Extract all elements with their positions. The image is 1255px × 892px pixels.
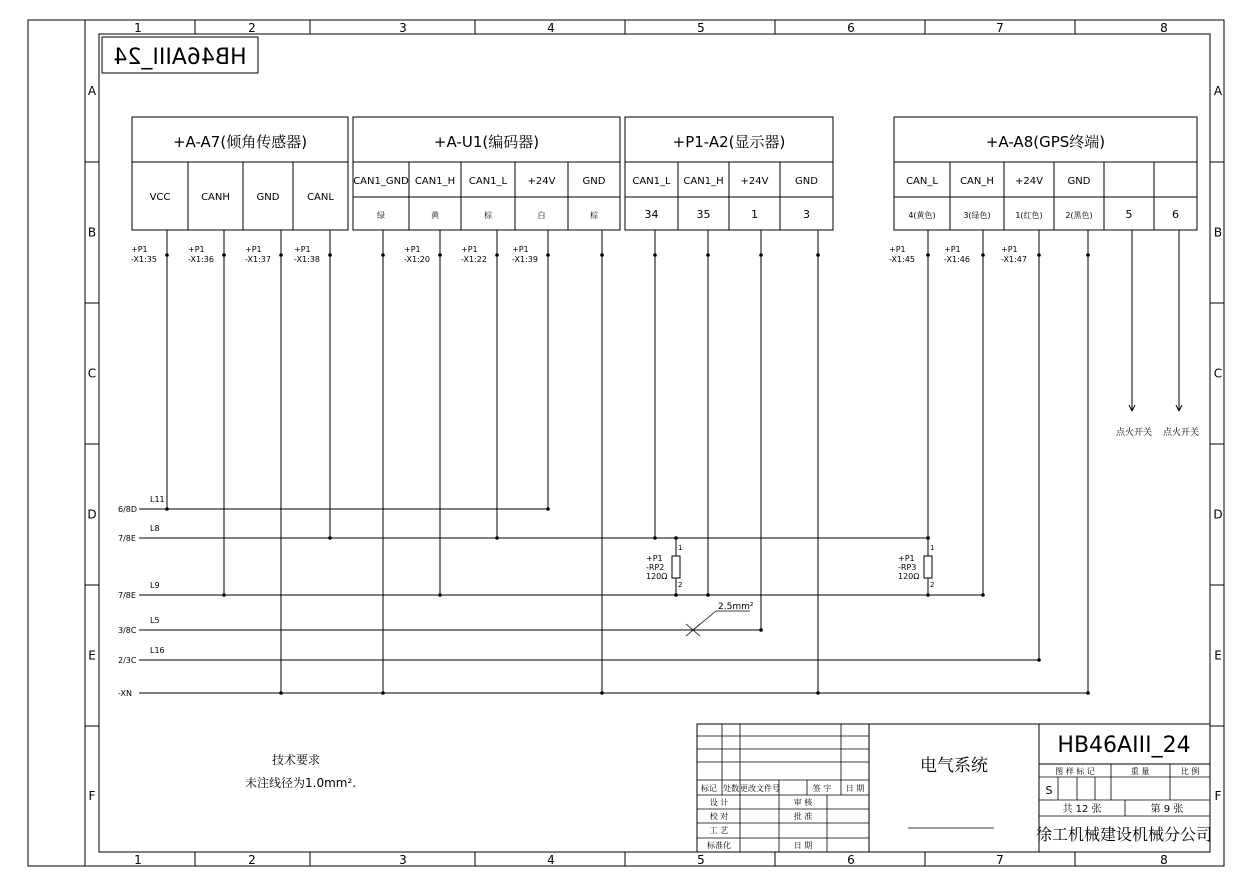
resistor-body bbox=[924, 556, 932, 578]
terminal-prefix: +P1 bbox=[944, 245, 961, 254]
bus-labels bbox=[118, 495, 165, 698]
pin-name: CAN1_H bbox=[414, 176, 456, 187]
resistor-pin1: 1 bbox=[678, 544, 683, 552]
resistor-value: 120Ω bbox=[646, 572, 668, 581]
sign-label: 批 准 bbox=[793, 812, 813, 821]
module-title: +A-A7(倾角传感器) bbox=[172, 133, 308, 151]
terminal-id: -X1:35 bbox=[131, 255, 157, 264]
junction-dot bbox=[926, 253, 930, 257]
wiring bbox=[139, 230, 1182, 695]
terminal-prefix: +P1 bbox=[188, 245, 205, 254]
module-title: +A-U1(编码器) bbox=[433, 133, 540, 151]
module-3 bbox=[625, 117, 833, 230]
zone-row-left-F: F bbox=[88, 789, 96, 803]
terminal-prefix: +P1 bbox=[1001, 245, 1018, 254]
resistor-pin2: 2 bbox=[678, 581, 683, 589]
junction-dot bbox=[600, 691, 604, 695]
pin-number: 2(黑色) bbox=[1065, 211, 1093, 220]
sign-label: 日 期 bbox=[793, 841, 813, 850]
bus-ref: 3/8C bbox=[118, 626, 137, 635]
pin-number: 34 bbox=[644, 208, 659, 221]
terminal-id: -X1:36 bbox=[188, 255, 214, 264]
module-4 bbox=[894, 117, 1197, 230]
resistor-1 bbox=[646, 536, 682, 597]
pin-number: 棕 bbox=[590, 211, 598, 220]
pin-number: 棕 bbox=[484, 211, 492, 220]
terminal-prefix: +P1 bbox=[245, 245, 262, 254]
pin-name: +24V bbox=[1015, 176, 1043, 187]
wire-size-text: 2.5mm² bbox=[718, 602, 754, 612]
pin-name: GND bbox=[256, 192, 280, 203]
zone-col-top-3: 3 bbox=[399, 21, 407, 35]
pin-number: 6 bbox=[1172, 208, 1179, 221]
junction-dot bbox=[546, 507, 550, 511]
sign-label: 设 计 bbox=[709, 798, 729, 807]
zone-row-left-D: D bbox=[87, 507, 97, 522]
pin-name: CANH bbox=[201, 192, 230, 203]
junction-dot bbox=[381, 691, 385, 695]
resistor-body bbox=[672, 556, 680, 578]
zone-row-right-D: D bbox=[1213, 507, 1223, 522]
junction-dot bbox=[279, 253, 283, 257]
zone-col-top-8: 8 bbox=[1160, 21, 1168, 35]
sheet-number: 第 9 张 bbox=[1150, 804, 1184, 815]
zone-row-right-F: F bbox=[1214, 789, 1222, 803]
zone-row-right-A: A bbox=[1213, 84, 1223, 98]
pin-name: GND bbox=[795, 176, 818, 187]
resistor-prefix: +P1 bbox=[898, 554, 915, 563]
meta-header: 重 量 bbox=[1130, 767, 1150, 776]
zone-col-top-4: 4 bbox=[547, 21, 555, 35]
system-name: 电气系统 bbox=[920, 756, 988, 776]
module-blocks bbox=[132, 117, 1197, 230]
revision-header: 更改文件号 bbox=[740, 784, 780, 793]
pin-name: +24V bbox=[527, 176, 556, 187]
pin-number: 5 bbox=[1125, 208, 1133, 221]
terminating-resistors bbox=[646, 536, 934, 597]
pin-number: 绿 bbox=[377, 211, 385, 220]
zone-row-right-B: B bbox=[1213, 225, 1223, 240]
terminal-id: -X1:20 bbox=[404, 255, 430, 264]
bus-ref: 7/8E bbox=[118, 591, 136, 600]
junction-dot bbox=[1037, 253, 1041, 257]
pin-name: CAN_H bbox=[960, 176, 994, 187]
junction-dot bbox=[381, 253, 385, 257]
zone-row-left-A: A bbox=[87, 84, 97, 98]
pin-number: 35 bbox=[696, 208, 711, 221]
zone-row-left-E: E bbox=[88, 648, 96, 663]
junction-dot bbox=[706, 253, 710, 257]
zone-col-bottom-2: 2 bbox=[248, 853, 256, 867]
bus-ref: 6/8D bbox=[118, 505, 138, 514]
resistor-ref: -RP3 bbox=[898, 563, 917, 572]
pin-name: CAN1_L bbox=[632, 176, 671, 187]
bus-name: L16 bbox=[150, 646, 165, 655]
ignition-switch-label-5: 点火开关 bbox=[1115, 428, 1153, 438]
pin-name: CAN1_H bbox=[683, 176, 724, 187]
zone-col-top-1: 1 bbox=[134, 21, 142, 35]
zone-col-bottom-6: 6 bbox=[847, 853, 855, 867]
zone-row-left-B: B bbox=[87, 225, 97, 240]
junction-dot bbox=[222, 253, 226, 257]
terminal-prefix: +P1 bbox=[294, 245, 311, 254]
sign-label: 标准化 bbox=[707, 841, 731, 850]
pin-number: 1 bbox=[751, 208, 758, 221]
junction-dot bbox=[674, 593, 678, 597]
resistor-2 bbox=[898, 536, 934, 597]
tech-requirements-line: 未注线径为1.0mm². bbox=[245, 776, 357, 790]
resistor-pin1: 1 bbox=[930, 544, 935, 552]
bus-name: L8 bbox=[150, 524, 160, 533]
zone-row-right-E: E bbox=[1214, 648, 1222, 663]
junction-dot bbox=[546, 253, 550, 257]
bus-ref: 7/8E bbox=[118, 534, 136, 543]
terminal-labels bbox=[131, 245, 1027, 264]
bus-name: L9 bbox=[150, 581, 160, 590]
title-block bbox=[697, 724, 1212, 852]
module-1 bbox=[132, 117, 348, 230]
module-title: +P1-A2(显示器) bbox=[672, 133, 786, 151]
junction-dot bbox=[1086, 691, 1090, 695]
bus-name: L5 bbox=[150, 616, 160, 625]
terminal-id: -X1:45 bbox=[889, 255, 915, 264]
junction-dot bbox=[222, 593, 226, 597]
drawing-number: HB46AIII_24 bbox=[1057, 733, 1191, 758]
junction-dot bbox=[759, 628, 763, 632]
pin-name: GND bbox=[582, 176, 606, 187]
terminal-prefix: +P1 bbox=[404, 245, 421, 254]
junction-dot bbox=[1037, 658, 1041, 662]
terminal-id: -X1:47 bbox=[1001, 255, 1027, 264]
zone-row-right-C: C bbox=[1213, 366, 1223, 381]
junction-dot bbox=[816, 253, 820, 257]
resistor-ref: -RP2 bbox=[646, 563, 665, 572]
junction-dot bbox=[981, 253, 985, 257]
junction-dot bbox=[495, 253, 499, 257]
ignition-switch-label-6: 点火开关 bbox=[1162, 428, 1200, 438]
zone-col-bottom-5: 5 bbox=[697, 853, 705, 867]
revision-header: 标记 bbox=[701, 784, 717, 793]
junction-dot bbox=[438, 593, 442, 597]
wire-size-note bbox=[686, 602, 754, 636]
terminal-id: -X1:39 bbox=[512, 255, 538, 264]
zone-col-bottom-1: 1 bbox=[134, 853, 142, 867]
zone-col-top-7: 7 bbox=[996, 21, 1004, 35]
junction-dot bbox=[1086, 253, 1090, 257]
terminal-id: -X1:37 bbox=[245, 255, 271, 264]
sign-label: 工 艺 bbox=[709, 826, 729, 835]
terminal-prefix: +P1 bbox=[889, 245, 906, 254]
zone-row-left-C: C bbox=[87, 366, 97, 381]
junction-dot bbox=[926, 593, 930, 597]
junction-dot bbox=[926, 536, 930, 540]
junction-dot bbox=[328, 253, 332, 257]
junction-dot bbox=[816, 691, 820, 695]
terminal-prefix: +P1 bbox=[512, 245, 529, 254]
terminal-prefix: +P1 bbox=[131, 245, 148, 254]
junction-dot bbox=[495, 536, 499, 540]
pin-name: CAN1_L bbox=[468, 176, 508, 187]
resistor-value: 120Ω bbox=[898, 572, 920, 581]
drawing-mark: S bbox=[1045, 784, 1053, 797]
bus-ref: -XN bbox=[118, 689, 132, 698]
pin-name: CANL bbox=[307, 192, 334, 203]
sign-label: 审 核 bbox=[793, 798, 813, 807]
mirrored-drawing-code bbox=[102, 37, 258, 73]
revision-header: 处数 bbox=[723, 784, 739, 793]
pin-name: CAN_L bbox=[906, 176, 938, 187]
junction-dot bbox=[600, 253, 604, 257]
junction-dot bbox=[328, 536, 332, 540]
meta-header: 图 样 标 记 bbox=[1055, 767, 1095, 776]
pin-number: 4(黄色) bbox=[908, 211, 936, 220]
module-2 bbox=[353, 117, 620, 230]
pin-number: 3(绿色) bbox=[963, 211, 991, 220]
terminal-id: -X1:22 bbox=[461, 255, 487, 264]
revision-header: 日 期 bbox=[845, 784, 865, 793]
mirrored-code-text: HB46AIII_24 bbox=[113, 45, 247, 70]
zone-col-bottom-7: 7 bbox=[996, 853, 1004, 867]
junction-dot bbox=[706, 593, 710, 597]
terminal-id: -X1:38 bbox=[294, 255, 320, 264]
resistor-prefix: +P1 bbox=[646, 554, 663, 563]
total-sheets: 共 12 张 bbox=[1062, 804, 1102, 815]
company-name: 徐工机械建设机械分公司 bbox=[1035, 825, 1213, 844]
pin-name: VCC bbox=[149, 192, 171, 203]
zone-col-top-2: 2 bbox=[248, 21, 256, 35]
zone-col-top-6: 6 bbox=[847, 21, 855, 35]
sign-label: 校 对 bbox=[709, 812, 729, 821]
junction-dot bbox=[674, 536, 678, 540]
pin-name: CAN1_GND bbox=[353, 176, 409, 187]
module-title: +A-A8(GPS终端) bbox=[985, 133, 1106, 151]
junction-dot bbox=[279, 691, 283, 695]
junction-dot bbox=[653, 253, 657, 257]
meta-header: 比 例 bbox=[1180, 767, 1200, 776]
junction-dot bbox=[165, 253, 169, 257]
resistor-pin2: 2 bbox=[930, 581, 935, 589]
pin-number: 3 bbox=[803, 208, 810, 221]
junction-dot bbox=[759, 253, 763, 257]
pin-name: GND bbox=[1067, 176, 1091, 187]
junction-dot bbox=[653, 536, 657, 540]
junction-dot bbox=[981, 593, 985, 597]
pin-name: +24V bbox=[740, 176, 769, 187]
zone-col-top-5: 5 bbox=[697, 21, 705, 35]
bus-name: L11 bbox=[150, 495, 165, 504]
pin-number: 1(红色) bbox=[1015, 211, 1043, 220]
terminal-id: -X1:46 bbox=[944, 255, 970, 264]
zone-col-bottom-4: 4 bbox=[547, 853, 555, 867]
revision-header: 签 字 bbox=[812, 784, 832, 793]
pin-number: 黄 bbox=[431, 211, 439, 220]
zone-col-bottom-3: 3 bbox=[399, 853, 407, 867]
zone-col-bottom-8: 8 bbox=[1160, 853, 1168, 867]
junction-dot bbox=[438, 253, 442, 257]
pin-number: 白 bbox=[537, 211, 546, 220]
junction-dot bbox=[165, 507, 169, 511]
bus-ref: 2/3C bbox=[118, 656, 137, 665]
terminal-prefix: +P1 bbox=[461, 245, 478, 254]
tech-requirements-title: 技术要求 bbox=[272, 753, 321, 767]
